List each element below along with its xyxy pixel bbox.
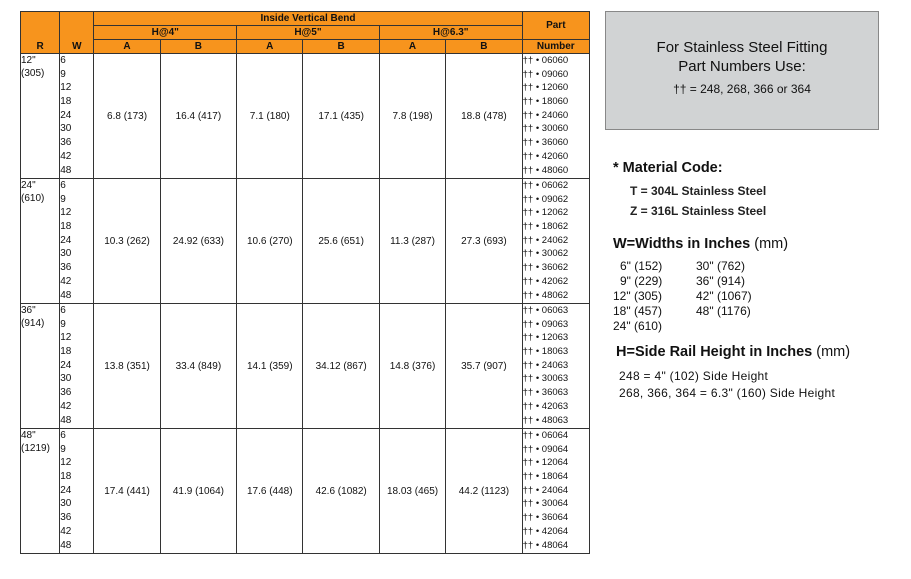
fitting-spec-table — [20, 11, 590, 554]
b-header: B — [303, 40, 379, 54]
width-value: 30 — [60, 248, 72, 260]
width-value: 6 — [60, 430, 66, 441]
dimension-value: 44.2 (1123) — [446, 429, 522, 554]
width-value: 24 — [60, 109, 72, 121]
part-number: †† • 12063 — [522, 332, 569, 344]
dimension-value: 10.3 (262) — [94, 179, 160, 304]
width-value: 42 — [60, 150, 72, 162]
part-number: †† • 36060 — [522, 137, 569, 149]
dimension-value: 17.1 (435) — [303, 54, 379, 179]
width-value: 48 — [60, 289, 72, 301]
width-item: 42" (1067) — [696, 289, 752, 303]
part-number: †† • 18060 — [522, 96, 569, 108]
width-value: 30 — [60, 498, 72, 510]
width-value: 12 — [60, 332, 72, 344]
part-numbers-cell — [522, 429, 589, 554]
part-number: †† • 30062 — [522, 248, 569, 260]
r-header: R — [21, 12, 60, 54]
width-item: 6" (152) — [620, 259, 663, 273]
height-5-header: H@5" — [237, 26, 380, 40]
radius-inches: 36" — [21, 305, 36, 316]
height-6-3-header: H@6.3" — [379, 26, 522, 40]
width-value: 12 — [60, 207, 72, 219]
a-header: A — [237, 40, 303, 54]
part-number: †† • 06060 — [522, 55, 569, 66]
dimension-value: 14.8 (376) — [379, 304, 445, 429]
width-value: 42 — [60, 400, 72, 412]
material-code-t: T = 304L Stainless Steel — [630, 184, 767, 198]
radius-group-row — [21, 54, 590, 179]
a-header: A — [94, 40, 160, 54]
height-legend-248: 248 = 4" (102) Side Height — [619, 369, 769, 383]
dimension-value: 18.8 (478) — [446, 54, 522, 179]
width-value: 42 — [60, 275, 72, 287]
width-item: 12" (305) — [613, 289, 662, 303]
dimension-value: 6.8 (173) — [94, 54, 160, 179]
dimension-value: 41.9 (1064) — [160, 429, 236, 554]
widths-cell — [60, 54, 94, 179]
radius-cell — [21, 429, 60, 554]
part-number: †† • 06063 — [522, 305, 569, 316]
width-value: 6 — [60, 305, 66, 316]
height-legend-title — [616, 344, 850, 360]
widths-legend-unit: (mm) — [754, 236, 789, 252]
part-number: †† • 09064 — [522, 443, 569, 455]
part-number: †† • 42063 — [522, 400, 569, 412]
part-number: †† • 18063 — [522, 346, 569, 358]
radius-cell — [21, 304, 60, 429]
radius-group-row — [21, 304, 590, 429]
dimension-value: 14.1 (359) — [237, 304, 303, 429]
fitting-note-line2: Part Numbers Use: — [678, 58, 806, 75]
part-number: †† • 18062 — [522, 221, 569, 233]
part-number: †† • 48063 — [522, 414, 569, 426]
width-value: 9 — [60, 68, 66, 80]
width-value: 36 — [60, 512, 72, 524]
part-number: †† • 30063 — [522, 373, 569, 385]
width-value: 6 — [60, 55, 66, 66]
part-number: †† • 24064 — [522, 484, 569, 496]
width-value: 24 — [60, 484, 72, 496]
width-item: 18" (457) — [613, 304, 662, 318]
part-number: †† • 42062 — [522, 275, 569, 287]
width-value: 42 — [60, 525, 72, 537]
dimension-value: 10.6 (270) — [237, 179, 303, 304]
radius-mm: (1219) — [21, 443, 50, 454]
part-number: †† • 24060 — [522, 109, 569, 121]
dimension-value: 13.8 (351) — [94, 304, 160, 429]
dimension-value: 33.4 (849) — [160, 304, 236, 429]
radius-inches: 12" — [21, 55, 36, 66]
part-numbers-cell — [522, 179, 589, 304]
width-value: 24 — [60, 359, 72, 371]
material-code-title: * Material Code: — [613, 160, 723, 176]
w-header: W — [60, 12, 94, 54]
fitting-part-numbers: †† = 248, 268, 366 or 364 — [673, 82, 811, 96]
dimension-value: 7.8 (198) — [379, 54, 445, 179]
a-header: A — [379, 40, 445, 54]
dimension-value: 35.7 (907) — [446, 304, 522, 429]
width-value: 36 — [60, 387, 72, 399]
part-number: †† • 24062 — [522, 234, 569, 246]
width-value: 48 — [60, 539, 72, 551]
width-value: 9 — [60, 443, 66, 455]
part-number: †† • 42064 — [522, 525, 569, 537]
dimension-value: 7.1 (180) — [237, 54, 303, 179]
b-header: B — [446, 40, 522, 54]
fitting-note-line1: For Stainless Steel Fitting — [656, 39, 828, 56]
part-number: †† • 36063 — [522, 387, 569, 399]
fitting-note-box — [605, 11, 879, 130]
width-value: 9 — [60, 193, 66, 205]
width-value: 36 — [60, 137, 72, 149]
part-number: †† • 36064 — [522, 512, 569, 524]
height-legend-label: H=Side Rail Height in Inches — [616, 344, 813, 360]
dimension-value: 34.12 (867) — [303, 304, 379, 429]
part-number: †† • 18064 — [522, 471, 569, 483]
dimension-value: 18.03 (465) — [379, 429, 445, 554]
part-numbers-cell — [522, 304, 589, 429]
width-item: 30" (762) — [696, 259, 745, 273]
width-value: 9 — [60, 318, 66, 330]
widths-legend-label: W=Widths in Inches — [613, 236, 751, 252]
width-value: 48 — [60, 414, 72, 426]
part-number: †† • 30064 — [522, 498, 569, 510]
widths-cell — [60, 179, 94, 304]
height-legend-unit: (mm) — [816, 344, 851, 360]
part-header-line1: Part — [522, 12, 589, 40]
radius-mm: (610) — [21, 193, 45, 204]
width-value: 24 — [60, 234, 72, 246]
width-value: 36 — [60, 262, 72, 274]
width-value: 30 — [60, 373, 72, 385]
width-value: 12 — [60, 457, 72, 469]
widths-legend-title — [613, 236, 788, 252]
radius-mm: (914) — [21, 318, 45, 329]
material-code-z: Z = 316L Stainless Steel — [630, 204, 767, 218]
radius-cell — [21, 54, 60, 179]
dimension-value: 42.6 (1082) — [303, 429, 379, 554]
part-number: †† • 06062 — [522, 180, 569, 191]
part-numbers-cell — [522, 54, 589, 179]
height-4-header: H@4" — [94, 26, 237, 40]
fitting-note-title — [606, 38, 878, 76]
dimension-value: 27.3 (693) — [446, 179, 522, 304]
width-item: 9" (229) — [620, 274, 663, 288]
widths-cell — [60, 304, 94, 429]
inside-vertical-bend-header: Inside Vertical Bend — [94, 12, 522, 26]
width-item: 48" (1176) — [696, 304, 751, 318]
part-number: †† • 12064 — [522, 457, 569, 469]
part-number: †† • 30060 — [522, 123, 569, 135]
part-number: †† • 09060 — [522, 68, 569, 80]
part-number: †† • 12060 — [522, 82, 569, 94]
radius-inches: 24" — [21, 180, 36, 191]
width-value: 18 — [60, 96, 72, 108]
width-value: 18 — [60, 471, 72, 483]
b-header: B — [160, 40, 236, 54]
width-value: 48 — [60, 164, 72, 176]
radius-cell — [21, 179, 60, 304]
radius-inches: 48" — [21, 430, 36, 441]
part-number: †† • 12062 — [522, 207, 569, 219]
height-legend-268: 268, 366, 364 = 6.3" (160) Side Height — [619, 386, 836, 400]
dimension-value: 11.3 (287) — [379, 179, 445, 304]
width-item: 36" (914) — [696, 274, 745, 288]
part-number: †† • 36062 — [522, 262, 569, 274]
widths-legend-col2 — [696, 259, 786, 319]
dimension-value: 25.6 (651) — [303, 179, 379, 304]
width-item: 24" (610) — [613, 319, 662, 333]
dimension-value: 24.92 (633) — [160, 179, 236, 304]
width-value: 12 — [60, 82, 72, 94]
part-number: †† • 24063 — [522, 359, 569, 371]
dimension-value: 16.4 (417) — [160, 54, 236, 179]
width-value: 6 — [60, 180, 66, 191]
part-number: †† • 42060 — [522, 150, 569, 162]
widths-cell — [60, 429, 94, 554]
part-header-line2: Number — [522, 40, 589, 54]
part-number: †† • 09062 — [522, 193, 569, 205]
radius-group-row — [21, 429, 590, 554]
width-value: 18 — [60, 221, 72, 233]
radius-mm: (305) — [21, 68, 45, 79]
widths-legend-col1 — [613, 259, 693, 334]
dimension-value: 17.6 (448) — [237, 429, 303, 554]
width-value: 30 — [60, 123, 72, 135]
part-number: †† • 06064 — [522, 430, 569, 441]
part-number: †† • 48062 — [522, 289, 569, 301]
part-number: †† • 09063 — [522, 318, 569, 330]
radius-group-row — [21, 179, 590, 304]
width-value: 18 — [60, 346, 72, 358]
part-number: †† • 48060 — [522, 164, 569, 176]
part-number: †† • 48064 — [522, 539, 569, 551]
dimension-value: 17.4 (441) — [94, 429, 160, 554]
